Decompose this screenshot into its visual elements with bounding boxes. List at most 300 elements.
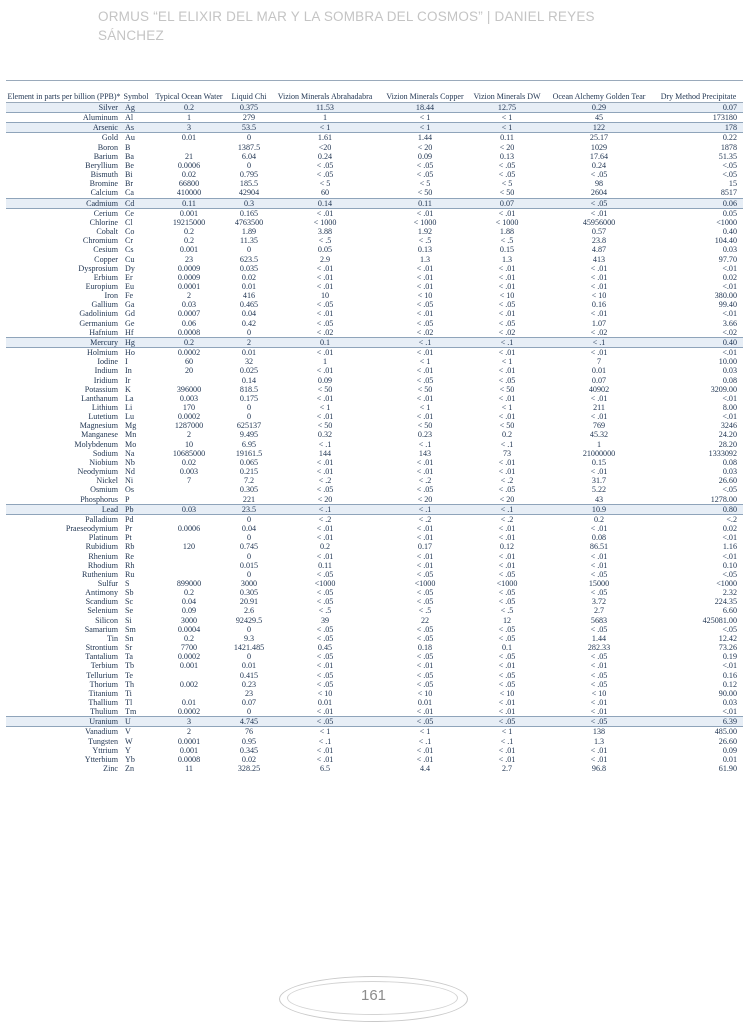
value-cell: 0.0004: [177, 624, 201, 634]
value-cell: < .05: [416, 300, 434, 310]
element-name-cell: Indium: [94, 366, 118, 376]
value-cell: 0.03: [150, 504, 228, 514]
value-cell: 3246: [720, 421, 737, 431]
value-cell: < .01: [416, 272, 434, 282]
value-cell: < .01: [416, 457, 434, 467]
element-symbol-cell: Fe: [125, 291, 134, 301]
value-cell: < 20: [417, 494, 433, 504]
value-cell: 10685000: [172, 448, 206, 458]
value-cell: < .05: [544, 198, 654, 208]
table-header-row: [6, 81, 743, 103]
value-cell: 25.17: [589, 133, 609, 143]
element-symbol-cell: Mo: [125, 439, 137, 449]
value-cell: < .01: [416, 348, 434, 358]
value-cell: 178: [654, 123, 743, 133]
value-cell: 23: [184, 254, 194, 264]
value-cell: < .01: [590, 281, 608, 291]
element-name-cell: Lithium: [91, 403, 118, 412]
value-cell: < .05: [498, 170, 516, 180]
value-cell: 19215000: [172, 217, 206, 227]
value-cell: 0: [246, 551, 252, 561]
value-cell: 0.11: [500, 133, 514, 143]
value-cell: < .01: [590, 551, 608, 561]
value-cell: < .05: [590, 569, 608, 579]
value-cell: < .05: [270, 717, 380, 727]
value-cell: 23.8: [591, 236, 607, 246]
value-cell: 0.2: [183, 236, 195, 246]
table-row: [6, 143, 743, 152]
value-cell: < 1000: [313, 217, 337, 227]
value-cell: 1278.00: [710, 494, 737, 504]
value-cell: 11.53: [270, 103, 380, 113]
value-cell: < 10: [417, 688, 433, 698]
value-cell: 0.18: [417, 643, 433, 653]
value-cell: 0.05: [317, 245, 333, 255]
value-cell: 0: [246, 245, 252, 255]
element-symbol-cell: Pd: [125, 514, 134, 524]
value-cell: 23.5: [228, 504, 270, 514]
value-cell: < .05: [498, 300, 516, 310]
value-cell: < .05: [416, 597, 434, 607]
value-cell: < .01: [590, 707, 608, 717]
element-name-cell: Beryllium: [85, 160, 118, 170]
value-cell: < .01: [316, 551, 334, 561]
table-row: [6, 133, 743, 143]
element-name-cell: Calcium: [90, 188, 118, 198]
value-cell: < .05: [316, 624, 334, 634]
value-cell: [150, 376, 228, 385]
value-cell: < .01: [498, 707, 516, 717]
value-cell: 3.66: [722, 318, 737, 328]
table-row: [6, 449, 743, 458]
page-number: 161: [360, 987, 387, 1004]
element-symbol-cell: Ir: [125, 375, 131, 385]
value-cell: < .01: [590, 309, 608, 319]
value-cell: < 1: [270, 123, 380, 133]
value-cell: 2.7: [501, 764, 513, 774]
value-cell: < .05: [416, 569, 434, 579]
value-cell: 410000: [176, 188, 202, 198]
value-cell: 0.07: [654, 103, 743, 113]
value-cell: <.05: [722, 569, 737, 579]
value-cell: 0.0009: [177, 272, 201, 282]
element-symbol-cell: V: [125, 727, 131, 737]
element-symbol-cell: La: [125, 393, 134, 403]
value-cell: [150, 495, 228, 505]
value-cell: 0.02: [722, 272, 737, 282]
value-cell: 0.175: [239, 393, 259, 403]
page-number-ornament: [279, 976, 468, 1022]
value-cell: 2.7: [593, 606, 605, 616]
table-row: [6, 458, 743, 467]
element-symbol-cell: Hg: [122, 337, 150, 347]
value-cell: 0.01: [181, 698, 197, 707]
value-cell: 0: [246, 533, 252, 543]
element-name-cell: Neodymium: [77, 467, 118, 477]
value-cell: 173180: [712, 113, 737, 123]
value-cell: 0.02: [241, 272, 257, 282]
value-cell: 396000: [176, 384, 202, 394]
value-cell: 0.12: [499, 542, 515, 552]
value-cell: 0.0006: [177, 524, 201, 534]
value-cell: 1.07: [591, 318, 607, 328]
value-cell: < .05: [316, 160, 334, 170]
element-name-cell: Praeseodymium: [65, 524, 118, 534]
value-cell: 23: [244, 688, 254, 698]
value-cell: < .01: [316, 366, 334, 376]
value-cell: < 1: [419, 403, 431, 412]
table-row: [6, 764, 743, 773]
value-cell: < .05: [316, 300, 334, 310]
element-name-cell: Tungsten: [88, 736, 118, 746]
value-cell: < .01: [316, 745, 334, 755]
value-cell: < .01: [416, 533, 434, 543]
value-cell: < .01: [590, 698, 608, 707]
element-name-cell: Barium: [93, 151, 118, 161]
table-row: [6, 198, 743, 208]
element-symbol-cell: Eu: [125, 281, 134, 291]
element-name-cell: Dysprosium: [78, 263, 118, 273]
table-row: [6, 348, 743, 358]
value-cell: < .05: [416, 485, 434, 495]
value-cell: 0.001: [179, 745, 199, 755]
element-name-cell: Magnesium: [79, 421, 118, 431]
value-cell: 122: [544, 123, 654, 133]
value-cell: 185.5: [239, 179, 259, 189]
value-cell: 485.00: [714, 727, 737, 737]
element-name-cell: Strontium: [85, 643, 118, 653]
value-cell: 2: [228, 337, 270, 347]
value-cell: 2.6: [243, 606, 255, 616]
element-symbol-cell: B: [125, 142, 131, 152]
element-name-cell: Bismuth: [90, 170, 118, 180]
value-cell: < .1: [318, 439, 332, 449]
table-row: [6, 376, 743, 385]
value-cell: 0.23: [241, 679, 257, 689]
value-cell: < .01: [316, 707, 334, 717]
element-symbol-cell: Sr: [125, 643, 133, 653]
value-cell: 1.3: [593, 736, 605, 746]
value-cell: 7.2: [243, 476, 255, 486]
element-symbol-cell: P: [125, 494, 130, 504]
table-row: [6, 707, 743, 717]
table-row: [6, 689, 743, 698]
value-cell: <.01: [722, 393, 737, 403]
value-cell: 1.89: [241, 227, 257, 237]
value-cell: < .05: [590, 652, 608, 662]
element-name-cell: Arsenic: [6, 123, 122, 133]
value-cell: < 50: [417, 421, 433, 431]
value-cell: 0.01: [722, 754, 737, 764]
value-cell: < .01: [316, 272, 334, 282]
element-symbol-cell: Li: [125, 403, 133, 412]
value-cell: < .05: [416, 318, 434, 328]
value-cell: < 1: [319, 403, 331, 412]
value-cell: < .01: [590, 467, 608, 477]
value-cell: < .01: [316, 281, 334, 291]
value-cell: < .01: [316, 467, 334, 477]
value-cell: 99.40: [718, 300, 737, 310]
value-cell: [150, 570, 228, 579]
value-cell: 4763500: [234, 217, 264, 227]
value-cell: 0.15: [499, 245, 515, 255]
value-cell: < .01: [316, 263, 334, 273]
table-row: [6, 366, 743, 375]
value-cell: < .05: [316, 170, 334, 180]
value-cell: < .02: [316, 327, 334, 337]
value-cell: < .01: [498, 698, 516, 707]
value-cell: 21000000: [582, 448, 616, 458]
header-element: Element in parts per billion (PPB)*: [6, 81, 122, 103]
value-cell: < .5: [500, 606, 514, 616]
element-name-cell: Cadmium: [6, 198, 122, 208]
value-cell: 328.25: [237, 764, 261, 774]
value-cell: < 20: [317, 494, 333, 504]
value-cell: 8517: [720, 188, 737, 198]
value-cell: 4.4: [419, 764, 431, 774]
element-name-cell: Chlorine: [89, 217, 118, 227]
element-symbol-cell: Br: [125, 179, 134, 189]
value-cell: 3000: [180, 615, 198, 625]
element-name-cell: Gold: [101, 133, 118, 143]
value-cell: < .5: [500, 236, 514, 246]
value-cell: 0.95: [241, 736, 257, 746]
value-cell: 0.0002: [177, 348, 201, 358]
value-cell: 2604: [590, 188, 608, 198]
element-symbol-cell: Ca: [125, 188, 134, 198]
value-cell: < .01: [498, 524, 516, 534]
value-cell: 21: [184, 151, 194, 161]
value-cell: <1000: [314, 578, 336, 588]
value-cell: < .01: [498, 745, 516, 755]
table-row: [6, 661, 743, 670]
value-cell: 0.04: [241, 309, 257, 319]
value-cell: 1.16: [722, 542, 737, 552]
element-name-cell: Sulfur: [97, 578, 118, 588]
value-cell: < 1: [419, 727, 431, 737]
value-cell: 18.44: [380, 103, 470, 113]
value-cell: < .2: [318, 476, 332, 486]
table-row: [6, 746, 743, 755]
value-cell: < .01: [498, 366, 516, 376]
value-cell: <.05: [722, 170, 737, 180]
value-cell: < .01: [416, 524, 434, 534]
value-cell: 12.42: [718, 633, 737, 643]
value-cell: 0.11: [380, 198, 470, 208]
table-row: [6, 152, 743, 161]
value-cell: < .01: [416, 707, 434, 717]
value-cell: < .01: [316, 661, 334, 671]
value-cell: 5683: [590, 615, 608, 625]
value-cell: 60: [184, 357, 194, 367]
value-cell: < 1: [419, 113, 431, 123]
table-row: [6, 328, 743, 338]
header-vizion-abrahadabra: Vizion Minerals Abrahadabra: [270, 81, 380, 103]
value-cell: < .01: [416, 281, 434, 291]
element-symbol-cell: Bi: [125, 170, 133, 180]
value-cell: 12: [502, 615, 512, 625]
table-row: [6, 188, 743, 198]
element-symbol-cell: Au: [125, 133, 135, 143]
value-cell: 39: [320, 615, 330, 625]
element-symbol-cell: Ag: [122, 103, 150, 113]
value-cell: 0.03: [722, 366, 737, 376]
value-cell: 1.92: [417, 227, 433, 237]
value-cell: 0.02: [241, 754, 257, 764]
value-cell: 6.60: [722, 606, 737, 616]
value-cell: < .1: [500, 736, 514, 746]
value-cell: < .1: [500, 439, 514, 449]
element-symbol-cell: Cd: [122, 198, 150, 208]
element-symbol-cell: Ho: [125, 348, 135, 358]
value-cell: <.01: [722, 348, 737, 358]
value-cell: < .1: [544, 337, 654, 347]
value-cell: < .05: [590, 170, 608, 180]
value-cell: < .05: [498, 318, 516, 328]
value-cell: < .01: [316, 348, 334, 358]
value-cell: < .05: [498, 160, 516, 170]
value-cell: < 20: [499, 142, 515, 152]
table-row: [6, 625, 743, 634]
element-name-cell: Ytterbium: [84, 754, 118, 764]
value-cell: < .01: [590, 524, 608, 534]
element-symbol-cell: Cu: [125, 254, 135, 264]
value-cell: 45956000: [582, 217, 616, 227]
value-cell: 0.03: [722, 467, 737, 477]
value-cell: < .01: [316, 754, 334, 764]
element-name-cell: Yttrium: [92, 745, 118, 755]
value-cell: 45.32: [589, 430, 609, 440]
value-cell: < 1: [380, 123, 470, 133]
value-cell: 769: [592, 421, 606, 431]
element-name-cell: Mercury: [6, 337, 122, 347]
element-symbol-cell: W: [125, 736, 133, 746]
value-cell: 4.87: [591, 245, 607, 255]
value-cell: 22: [420, 615, 430, 625]
value-cell: < .01: [316, 393, 334, 403]
value-cell: < 1000: [413, 217, 437, 227]
value-cell: 0.2: [183, 633, 195, 643]
value-cell: 1287000: [174, 421, 204, 431]
value-cell: < .02: [416, 327, 434, 337]
value-cell: < .01: [316, 309, 334, 319]
value-cell: 0.1: [270, 337, 380, 347]
value-cell: 0.03: [722, 245, 737, 255]
value-cell: 0.08: [722, 457, 737, 467]
value-cell: 60: [320, 188, 330, 198]
value-cell: 221: [242, 494, 256, 504]
value-cell: < .05: [316, 633, 334, 643]
table-row: [6, 717, 743, 727]
value-cell: 120: [182, 542, 196, 552]
value-cell: 0.2: [150, 103, 228, 113]
value-cell: <.01: [722, 412, 737, 422]
value-cell: 3209.00: [710, 384, 737, 394]
table-row: [6, 245, 743, 254]
element-symbol-cell: Te: [125, 670, 133, 680]
element-name-cell: Thulium: [90, 707, 118, 717]
value-cell: < .1: [380, 504, 470, 514]
element-name-cell: Erbium: [93, 272, 118, 282]
value-cell: 2.32: [722, 588, 737, 598]
value-cell: 3: [150, 123, 228, 133]
element-name-cell: Germanium: [79, 318, 118, 328]
value-cell: <.2: [726, 514, 737, 524]
element-name-cell: Europium: [85, 281, 118, 291]
value-cell: 86.51: [589, 542, 609, 552]
value-cell: < .01: [590, 745, 608, 755]
table-row: [6, 273, 743, 282]
element-name-cell: Manganese: [81, 430, 118, 440]
value-cell: < .2: [500, 514, 514, 524]
value-cell: < 20: [417, 142, 433, 152]
value-cell: 0.375: [228, 103, 270, 113]
value-cell: 12.75: [470, 103, 544, 113]
element-symbol-cell: Co: [125, 227, 135, 237]
value-cell: 10.00: [718, 357, 737, 367]
value-cell: < 10: [499, 291, 515, 301]
value-cell: 818.5: [239, 384, 259, 394]
value-cell: 0.13: [499, 151, 515, 161]
table-row: [6, 680, 743, 689]
value-cell: 0.015: [239, 560, 259, 570]
value-cell: 0.16: [722, 670, 737, 680]
value-cell: < .1: [418, 736, 432, 746]
table-row: [6, 504, 743, 514]
value-cell: < .05: [416, 170, 434, 180]
value-cell: < .5: [318, 236, 332, 246]
value-cell: 0.02: [722, 524, 737, 534]
element-symbol-cell: Ba: [125, 151, 134, 161]
value-cell: 10: [184, 439, 194, 449]
value-cell: 143: [418, 448, 432, 458]
value-cell: 0.11: [318, 560, 332, 570]
table-row: [6, 170, 743, 179]
value-cell: 1.61: [317, 133, 333, 143]
table-row: [6, 737, 743, 746]
value-cell: 0.065: [239, 457, 259, 467]
value-cell: 0.745: [239, 542, 259, 552]
value-cell: 92429.5: [235, 615, 263, 625]
value-cell: < .01: [590, 348, 608, 358]
value-cell: < 50: [499, 421, 515, 431]
table-row: [6, 300, 743, 309]
value-cell: < .01: [590, 661, 608, 671]
value-cell: 6.04: [241, 151, 257, 161]
element-name-cell: Lanthanum: [81, 393, 118, 403]
value-cell: < .01: [498, 457, 516, 467]
element-symbol-cell: Th: [125, 679, 134, 689]
element-name-cell: Rhenium: [88, 551, 118, 561]
value-cell: < .2: [418, 514, 432, 524]
value-cell: 1333092: [708, 448, 737, 458]
value-cell: 0.12: [722, 679, 737, 689]
element-symbol-cell: K: [125, 384, 131, 394]
value-cell: [150, 514, 228, 524]
element-name-cell: Iridium: [93, 375, 118, 385]
table-row: [6, 291, 743, 300]
value-cell: 623.5: [239, 254, 259, 264]
value-cell: 0.2: [183, 588, 195, 598]
element-symbol-cell: Pt: [125, 533, 132, 543]
table-row: [6, 570, 743, 579]
element-symbol-cell: Ge: [125, 318, 135, 328]
value-cell: < .1: [418, 439, 432, 449]
table-row: [6, 476, 743, 485]
value-cell: < .01: [498, 560, 516, 570]
value-cell: < .05: [590, 624, 608, 634]
element-name-cell: Bromine: [89, 179, 118, 189]
